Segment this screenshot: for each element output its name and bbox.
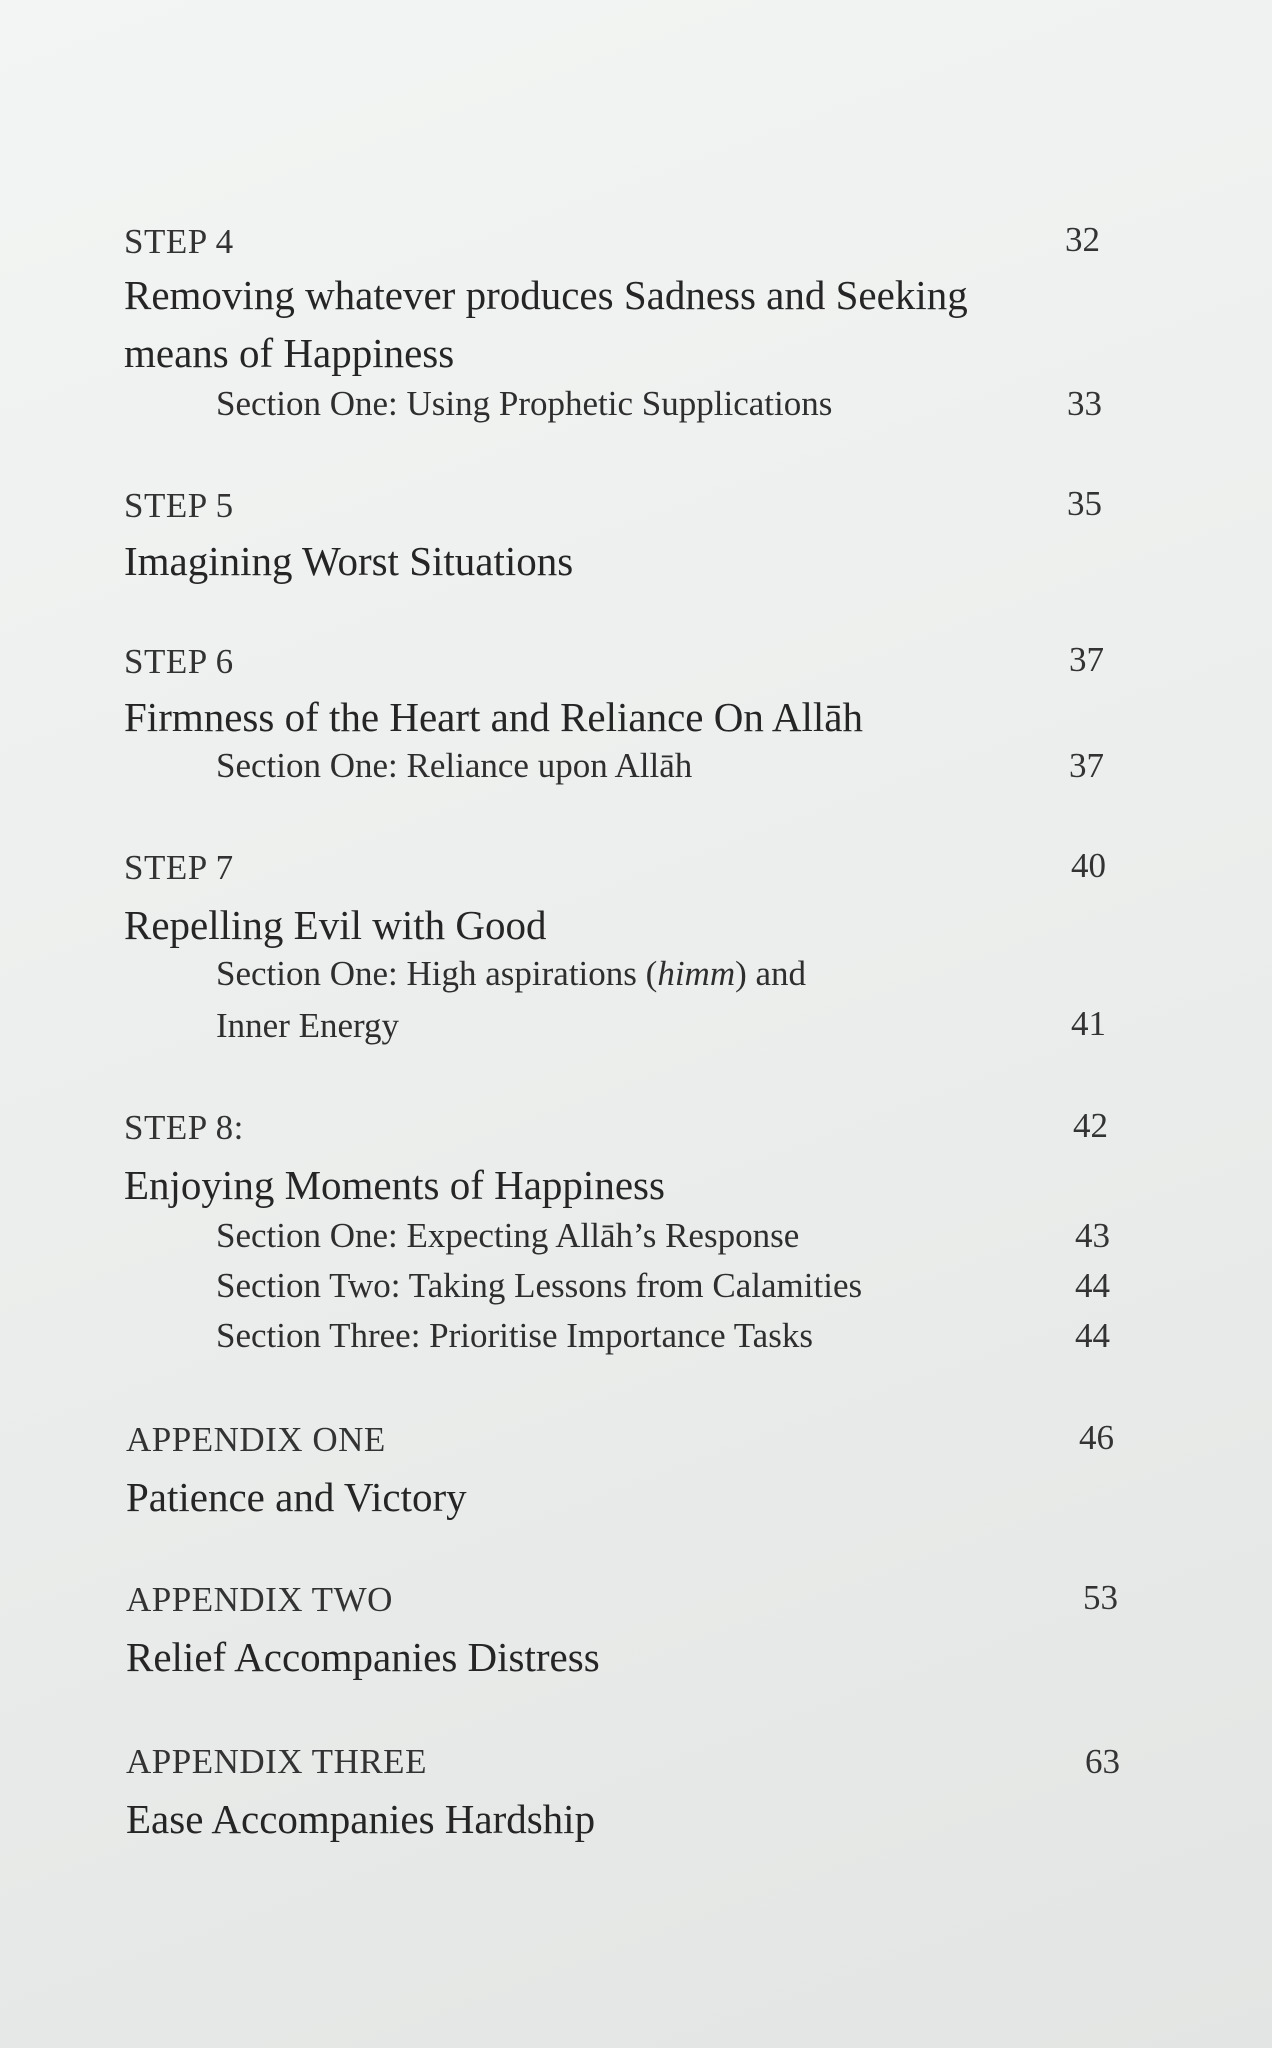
toc-entry-label: APPENDIX THREE bbox=[126, 1742, 427, 1781]
toc-section-text: Section One: High aspirations ( bbox=[216, 954, 658, 993]
toc-entry-title: Repelling Evil with Good bbox=[124, 902, 547, 948]
toc-entry-title: means of Happiness bbox=[124, 330, 455, 376]
toc-entry-label: APPENDIX ONE bbox=[126, 1420, 386, 1459]
toc-page-number: 41 bbox=[1071, 1004, 1106, 1043]
toc-page-number: 43 bbox=[1075, 1216, 1110, 1255]
toc-page-number: 37 bbox=[1069, 746, 1104, 785]
toc-entry-label: STEP 4 bbox=[124, 222, 234, 261]
toc-section-text: ) and bbox=[735, 954, 807, 993]
toc-page-number: 46 bbox=[1079, 1418, 1114, 1457]
toc-section: Section Three: Prioritise Importance Tasks bbox=[216, 1316, 813, 1355]
toc-entry-title: Patience and Victory bbox=[126, 1474, 467, 1520]
toc-section-continuation: Inner Energy bbox=[216, 1006, 400, 1045]
toc-entry-label: STEP 8: bbox=[124, 1108, 244, 1147]
toc-section bbox=[216, 954, 1116, 994]
toc-page-number: 32 bbox=[1065, 220, 1100, 259]
toc-page-number: 33 bbox=[1067, 384, 1102, 423]
toc-page-number: 40 bbox=[1071, 846, 1106, 885]
toc-entry-label: STEP 6 bbox=[124, 642, 234, 681]
toc-section: Section One: Expecting Allāh’s Response bbox=[216, 1216, 800, 1255]
toc-page-number: 44 bbox=[1075, 1316, 1110, 1355]
toc-page-number: 42 bbox=[1073, 1106, 1108, 1145]
toc-entry-label: STEP 7 bbox=[124, 848, 234, 887]
toc-page-number: 44 bbox=[1075, 1266, 1110, 1305]
toc-section-italic-term: himm bbox=[657, 954, 736, 993]
toc-page-number: 37 bbox=[1069, 640, 1104, 679]
table-of-contents bbox=[124, 0, 1124, 2048]
toc-entry-title: Imagining Worst Situations bbox=[124, 538, 574, 584]
toc-page-number: 35 bbox=[1067, 484, 1102, 523]
toc-entry-title: Ease Accompanies Hardship bbox=[126, 1796, 596, 1842]
toc-page-number: 63 bbox=[1085, 1742, 1120, 1781]
toc-entry-title: Removing whatever produces Sadness and Seeking bbox=[124, 272, 968, 318]
toc-section: Section One: Reliance upon Allāh bbox=[216, 746, 693, 785]
toc-entry-title: Enjoying Moments of Happiness bbox=[124, 1162, 665, 1208]
toc-entry-title: Relief Accompanies Distress bbox=[126, 1634, 600, 1680]
toc-entry-label: APPENDIX TWO bbox=[126, 1580, 393, 1619]
toc-page-number: 53 bbox=[1083, 1578, 1118, 1617]
toc-entry-title: Firmness of the Heart and Reliance On Allāh bbox=[124, 694, 863, 740]
toc-section: Section One: Using Prophetic Supplications bbox=[216, 384, 833, 423]
toc-entry-label: STEP 5 bbox=[124, 486, 234, 525]
toc-section: Section Two: Taking Lessons from Calamities bbox=[216, 1266, 863, 1305]
